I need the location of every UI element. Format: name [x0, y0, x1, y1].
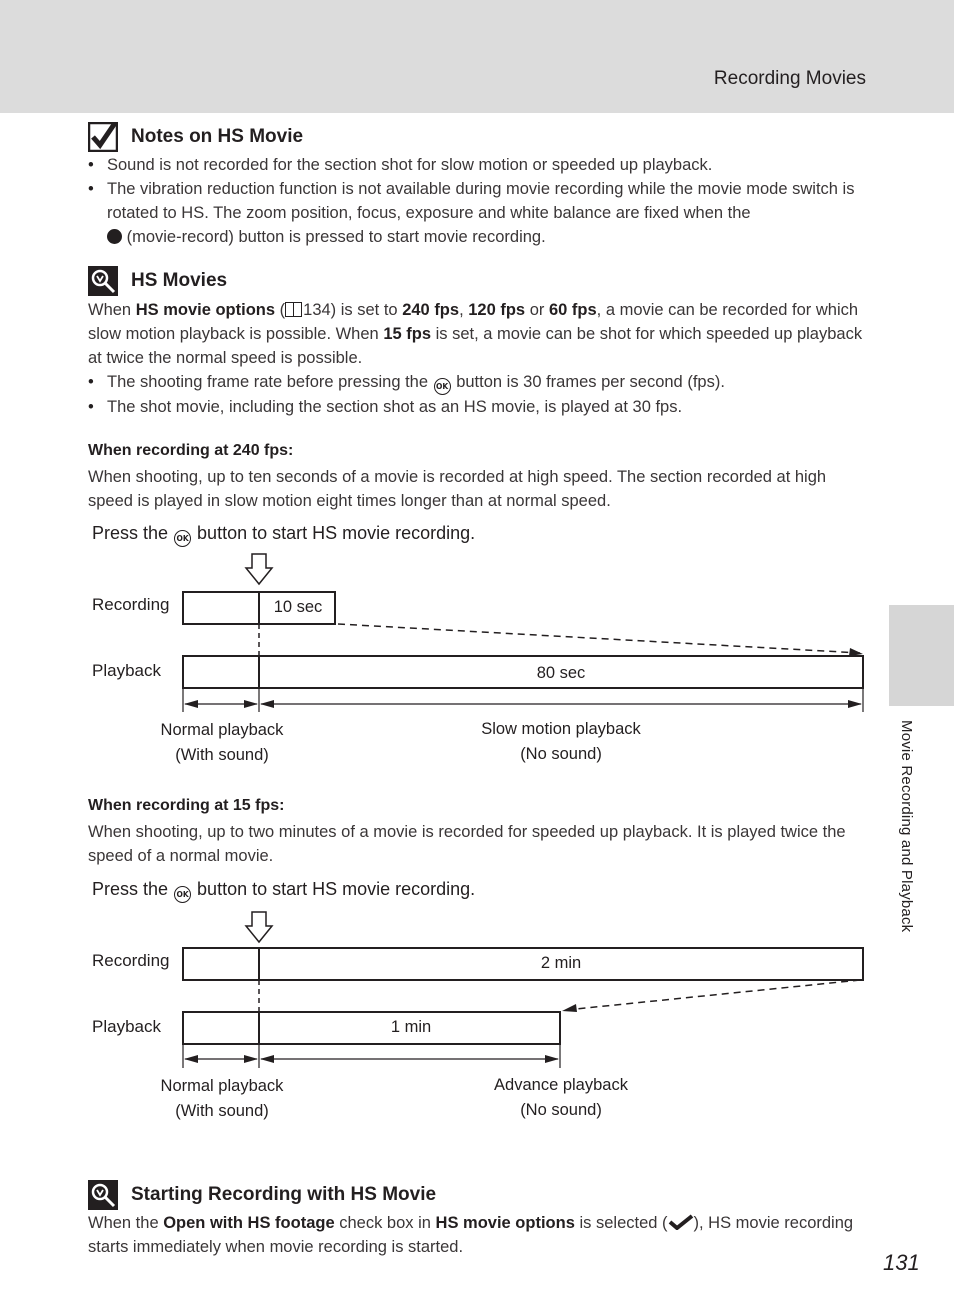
rec15-timeline [0, 876, 954, 1126]
rec240-normal-line2: (With sound) [175, 746, 269, 764]
rec15-description: When shooting, up to two minutes of a movie is recorded for speeded up playback. It is played twice the speed of a normal movie. [88, 823, 846, 865]
reference-book-icon [285, 302, 302, 317]
notes-body [88, 153, 864, 249]
chapter-tab-label: Movie Recording and Playback [898, 720, 915, 933]
notes-heading [88, 122, 303, 152]
starting-title: Starting Recording with HS Movie [131, 1184, 437, 1205]
notes-title: Notes on HS Movie [131, 126, 304, 147]
starting-heading [88, 1180, 436, 1210]
rec15-special-line2: (No sound) [520, 1101, 602, 1119]
rec15-playback-bar [183, 1012, 560, 1044]
down-arrow-icon [246, 912, 272, 942]
hs-movies-heading [88, 266, 227, 296]
checkmark-icon [668, 1214, 694, 1230]
rec240-playback-duration: 80 sec [536, 664, 586, 682]
rec15-recording-duration: 2 min [540, 954, 582, 972]
rec15-recording-bar [183, 948, 863, 980]
page-number: 131 [883, 1250, 920, 1275]
rec240-normal-line1: Normal playback [160, 721, 284, 739]
hs-bullet-2: • The shot movie, including the section shot as an HS movie, is played at 30 fps. [88, 395, 864, 419]
running-header: Recording Movies [713, 68, 866, 89]
rec240-special-line2: (No sound) [520, 745, 602, 763]
rec15-normal-line1: Normal playback [160, 1077, 284, 1095]
starting-body: When the Open with HS footage check box in HS movie options is selected ( ), HS movie recording starts immediately when movie recording is started. [88, 1214, 854, 1256]
rec15-playback-duration: 1 min [390, 1018, 432, 1036]
tip-icon [88, 1180, 118, 1210]
header-band [0, 0, 954, 113]
ok-button-icon: OK [174, 886, 191, 903]
hs-bullet-1: • The shooting frame rate before pressing the OK button is 30 frames per second (fps). [88, 370, 864, 395]
down-arrow-icon [246, 554, 272, 584]
rec240-description: When shooting, up to ten seconds of a movie is recorded at high speed. The section recorded at high speed is played in slow motion eight times longer than at normal speed. [88, 468, 827, 510]
rec15-special-line1: Advance playback [494, 1076, 628, 1094]
rec240-press-instruction: Press the OK button to start HS movie recording. [92, 523, 475, 547]
notes-bullet-1: • Sound is not recorded for the section shot for slow motion or speeded up playback. [88, 153, 864, 177]
notes-bullet-2: • The vibration reduction function is not available during movie recording while the movie mode switch is rotated to HS. The zoom position, focus, exposure and white balance are fixed when the (movie-record) button is pressed to start movie recording. [88, 177, 864, 249]
checkmark-note-icon [88, 122, 118, 152]
hs-movies-intro: When HS movie options ( 134) is set to 240 fps, 120 fps or 60 fps, a movie can be recorded for which slow motion playback is possible. When 15 fps is set, a movie can be shot for which speeded up playback at twice the normal speed is possible. • The shooting frame rate before pressing the OK button is 30 frames per second (fps). • The shot movie, including the section shot as an HS movie, is played at 30 fps. [88, 298, 864, 419]
rec15-normal-line2: (With sound) [175, 1102, 269, 1120]
rec240-recording-duration: 10 sec [273, 598, 323, 616]
rec15-recording-label: Recording [92, 951, 170, 970]
rec15-diagram [0, 876, 954, 1126]
rec240-playback-label: Playback [92, 661, 161, 680]
rec240-playback-bar [183, 656, 863, 688]
ok-button-icon: OK [174, 530, 191, 547]
rec240-special-line1: Slow motion playback [481, 720, 641, 738]
ok-button-icon: OK [434, 378, 451, 395]
rec240-recording-label: Recording [92, 595, 170, 614]
movie-record-button-icon [107, 229, 122, 244]
tip-icon [88, 266, 118, 296]
rec240-heading: When recording at 240 fps: [88, 442, 294, 459]
rec240-diagram [0, 520, 954, 770]
rec15-press-instruction: Press the OK button to start HS movie recording. [92, 879, 475, 903]
rec15-heading: When recording at 15 fps: [88, 797, 285, 814]
rec240-timeline [0, 520, 954, 770]
rec15-playback-label: Playback [92, 1017, 161, 1036]
hs-movies-title: HS Movies [131, 270, 228, 291]
